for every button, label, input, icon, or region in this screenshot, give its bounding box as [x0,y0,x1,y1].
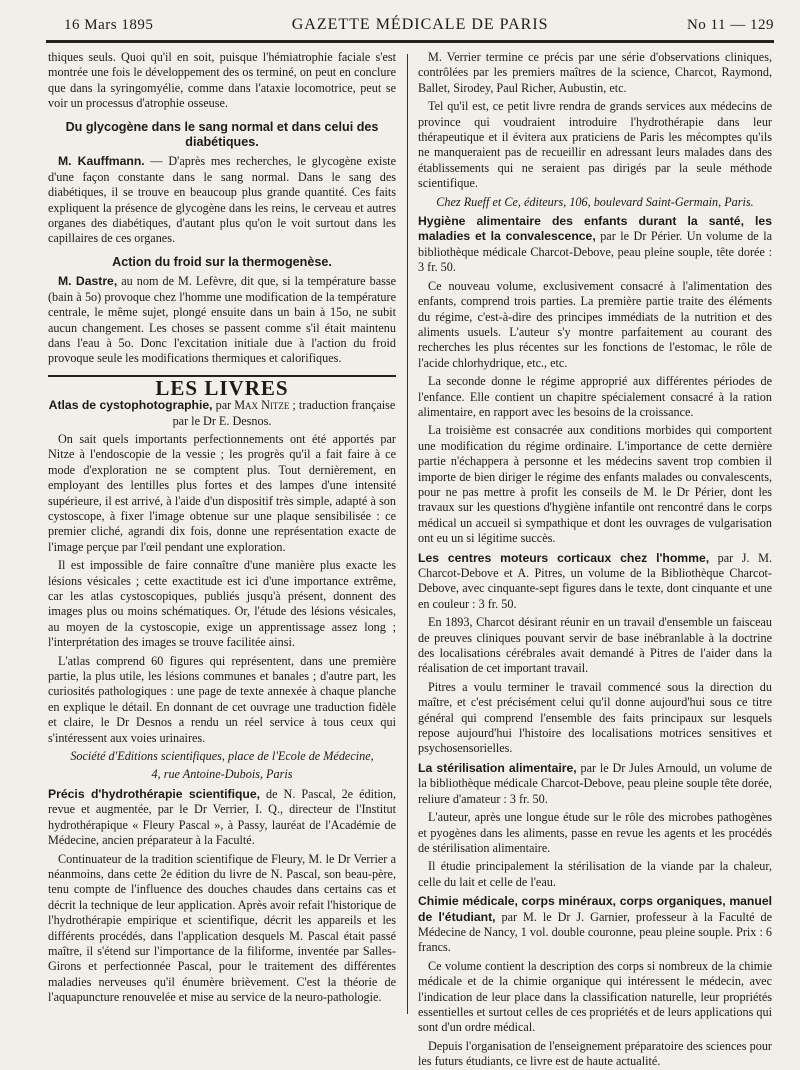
hygiene-paragraph-2: La seconde donne le régime approprié aux différentes périodes de l'enfance. Elle contient un chapitre spécialement consacré à la ration alimentaire, en rapport avec les besoins de la croissance. [418,374,772,419]
chimie-heading [418,894,772,956]
rueff-publisher: Chez Rueff et Ce, éditeurs, 106, boulevard Saint-Germain, Paris. [436,194,754,209]
livres-heading: LES LIVRES [155,375,289,400]
chimie-paragraph-2: Depuis l'organisation de l'enseignement préparatoire des sciences pour les futurs étudiants, ce livre est de haute actualité. [418,1038,772,1069]
hygiene-title: Hygiène alimentaire des enfants durant la santé, les maladies et la convalescence, [418,214,772,244]
conclusion-paragraph: Tel qu'il est, ce petit livre rendra de grands services aux médecins de province qui voudraient introduire l'hydrothérapie dans leur thérapeutique et il évitera aux praticiens de Paris les mécomptes qu'ils ne manqueraient pas de recueillir en adressant leurs malades dans des établissements qui ne seraient pas dirigés par la seule méthode scientifique. [418,99,772,191]
right-column [418,50,772,1069]
sterilisation-paragraph-1: L'auteur, après une longue étude sur le rôle des microbes pathogènes et pyogènes dans les aliments, passe en revue les agents et les procédés de stérilisation alimentaire. [418,810,772,855]
precis-text: de N. Pascal, 2e édition, revue et augmentée, par le Dr Verrier, I. Q., directeur de l'Institut hydrothérapique « Fleury Pascal », à Passy, lauréat de l'Académie de Médecine, ancien préparateur à la Faculté. [48,786,396,848]
intro-paragraph: thiques seuls. Quoi qu'il en soit, puisque l'hémiatrophie faciale s'est montrée une fois le développement des os terminé, on peut en conclure que dans la syringomyélie, comme dans l'ataxie locomotrice, peut se voir un processus d'atrophie osseuse. [48,50,396,111]
dastre-paragraph [48,274,396,366]
journal-title: GAZETTE MÉDICALE DE PARIS [291,16,549,33]
atlas-publisher-1: Société d'Editions scientifiques, place de l'Ecole de Médecine, [70,749,374,764]
dastre-text: au nom de M. Lefèvre, dit que, si la température basse (bain à 5o) provoque chez l'homme une modification de la température centrale, le même sujet, plongé ensuite dans un bain à 15o, ne subit aucun changement. Les choses se passent comme s'il était maintenu dans l'eau à 5o. Donc l'excitation initiale due à l'action du froid provoque seule les modifications thermiques et calorifiques. [48,274,397,366]
glycogene-heading: Du glycogène dans le sang normal et dans celui des diabétiques. [65,119,379,150]
verrier-paragraph: M. Verrier termine ce précis par une série d'observations cliniques, contrôlées par les premiers maîtres de la science, Charcot, Raymond, Ballet, Sirodey, Paul Richer, Aubustin, etc. [418,50,772,95]
kauffmann-paragraph [48,154,396,246]
froid-heading: Action du froid sur la thermogenèse. [112,254,332,269]
left-column [48,50,396,1018]
atlas-heading [48,398,396,429]
precis-heading [48,787,396,849]
atlas-publisher-2: 4, rue Antoine-Dubois, Paris [151,767,293,782]
centres-title: Les centres moteurs corticaux chez l'homme, [418,550,710,565]
centres-heading [418,551,772,613]
chimie-text: par M. le Dr J. Garnier, professeur à la Faculté de Médecine de Nancy, 1 vol. double couronne, peau pleine souple. Prix : 6 francs. [418,909,772,955]
issue-date: 16 Mars 1895 [64,17,154,33]
sterilisation-heading [418,761,772,807]
sterilisation-text: par le Dr Jules Arnould, un volume de la bibliothèque médicale Charcot-Debove, peau pleine souple tête dorée, reliure d'amateur : 3 fr. 50. [418,760,772,806]
hygiene-heading [418,214,772,276]
chimie-title: Chimie médicale, corps minéraux, corps organiques, manuel de l'étudiant, [418,894,772,924]
atlas-translation: ; traduction française par le Dr E. Desnos. [172,398,396,428]
chimie-paragraph-1: Ce volume contient la description des corps si nombreux de la chimie médicale et de la chimie organique qui intéressent le médecin, avec l'indication de leur place dans la classification naturelle, leur propriétés essentielles et surtout celles de ces propriétés et de leurs applications qui sont d'un ordre médical. [418,958,772,1035]
sterilisation-paragraph-2: Il étudie principalement la stérilisation de la viande par la chaleur, celle du lait et celle de l'eau. [418,859,772,889]
atlas-paragraph-1: On sait quels importants perfectionnements ont été apportés par Nitze à l'endoscopie de la vessie ; les progrès qu'il a fait faire à ce mode d'exploration ne se comptent plus. Tout dernièrement, en employant des lentilles plus fortes et des lampes d'une intensité supérieure, il est arrivé, à l'aide d'un dispositif très simple, adapté à son cystoscope, à fixer l'image obtenue sur une plaque sensibilisée : ce premier cliché, agrandi dix fois, donne une représentation exacte de l'image perçue par l'œil pendant une exploration. [48,431,396,554]
centres-paragraph-2: Pitres a voulu terminer le travail commencé sous la direction du maître, et c'est précisément celui qu'il donne aujourd'hui sous ce titre général qui comprend l'ensemble des faits principaux sur lesquels repose aujourd'hui l'histoire des localisations motrices sensitives et psychosensorielles. [418,679,772,756]
centres-paragraph-1: En 1893, Charcot désirant réunir en un travail d'ensemble un faisceau de preuves cliniques pouvant servir de base inébranlable à la doctrine des localisations cérébrales avait demandé à Pitres de l'aider dans la réalisation de cet important travail. [418,615,772,676]
atlas-author: Max Nitze [234,398,290,413]
atlas-title: Atlas de cystophotographie, [48,398,213,413]
hygiene-paragraph-1: Ce nouveau volume, exclusivement consacré à l'alimentation des enfants, comprend trois parties. La première partie traite des éléments du régime, c'est-à-dire des principes immédiats de la nutrition et des aliments usuels. L'auteur s'y montre parfaitement au courant des recherches les plus récentes sur les fonctions de l'estomac, le rôle de l'acide chlorhydrique, etc., etc. [418,278,772,370]
sterilisation-title: La stérilisation alimentaire, [418,760,577,775]
atlas-by: par [212,398,235,413]
precis-paragraph: Continuateur de la tradition scientifique de Fleury, M. le Dr Verrier a néanmoins, dans cette 2e édition du livre de N. Pascal, son beau-père, tenu compte de l'influence des douches chaudes dans certains cas et décrit la technique de leur application. Après avoir refait l'historique de l'hydrothérapie empirique et scientifique, décrit les appareils et les différents procédés, dans l'application desquels M. Pascal était passé maître, il s'étend sur l'importance de la filiforme, inventée par Salles-Girons et perfectionnée Pascal, pour le traitement des différentes maladies nerveuses qu'il énumère brièvement. C'est la théorie de l'aquapuncture renouvelée et mise au service de la neuro-pathologie. [48,851,396,1005]
kauffmann-text: — D'après mes recherches, le glycogène existe d'une façon constante dans le sang normal. Dans le sang des diabétiques, il se trouve en beaucoup plus grande quantité. Ces faits expliquent la présence de glycogène dans les reins, le cerveau et autres organes des diabétiques, d'autant plus qu'on le voit surtout dans les capillaires de ces organes. [48,154,396,246]
header-rule [46,40,774,43]
precis-title: Précis d'hydrothérapie scientifique, [48,786,261,801]
hygiene-paragraph-3: La troisième est consacrée aux conditions morbides qui comportent une modification du régime ordinaire. L'importance de cette dernière partie n'échappera à personne et les médecins savent trop combien il importe de bien diriger le régime des enfants malades ou convalescents, pour ne pas mettre à profit les conseils de M. le Dr Périer, dont les travaux sur les questions d'hygiène infantile ont rencontré dans le corps médical un accueil si sympathique et dont les ouvrages de vulgarisation ont eu un si légitime succès. [418,423,772,546]
column-separator [407,54,408,1014]
issue-number: No 11 — 129 [686,17,774,33]
hygiene-text: par le Dr Périer. Un volume de la bibliothèque médicale Charcot-Debove, peau pleine souple, tête dorée : 3 fr. 50. [418,229,772,275]
atlas-paragraph-2: Il est impossible de faire connaître d'une manière plus exacte les lésions vésicales ; cette exactitude est ici d'une importance extrême, car les atlas cystoscopiques, publiés jusqu'à présent, donnent des images plus ou moins schématiques. Or, l'étude des lésions vésicales, au moyen de la cystoscopie, exige un apprentissage assez long ; l'interprétation des images se trouve facilitée ainsi. [48,558,396,650]
centres-text: par J. M. Charcot-Debove et A. Pitres, un volume de la Bibliothèque Charcot-Debove, avec cinquante-sept figures dans le texte, dont cinquante et une en couleur : 3 fr. 50. [418,550,772,611]
atlas-paragraph-3: L'atlas comprend 60 figures qui représentent, dans une première partie, la plus utile, les lésions communes et banales ; d'autre part, les curiosités pathologiques : une page de texte annexée à chaque planche en explique le détail. En donnant de cet ouvrage une traduction fidèle et claire, le Dr Desnos a rendu un réel service à tous ceux qui s'intéressent aux voies urinaires. [48,653,396,745]
kauffmann-name: M. Kauffmann. [58,154,145,169]
dastre-name: M. Dastre, [58,274,118,289]
running-head [64,16,774,40]
